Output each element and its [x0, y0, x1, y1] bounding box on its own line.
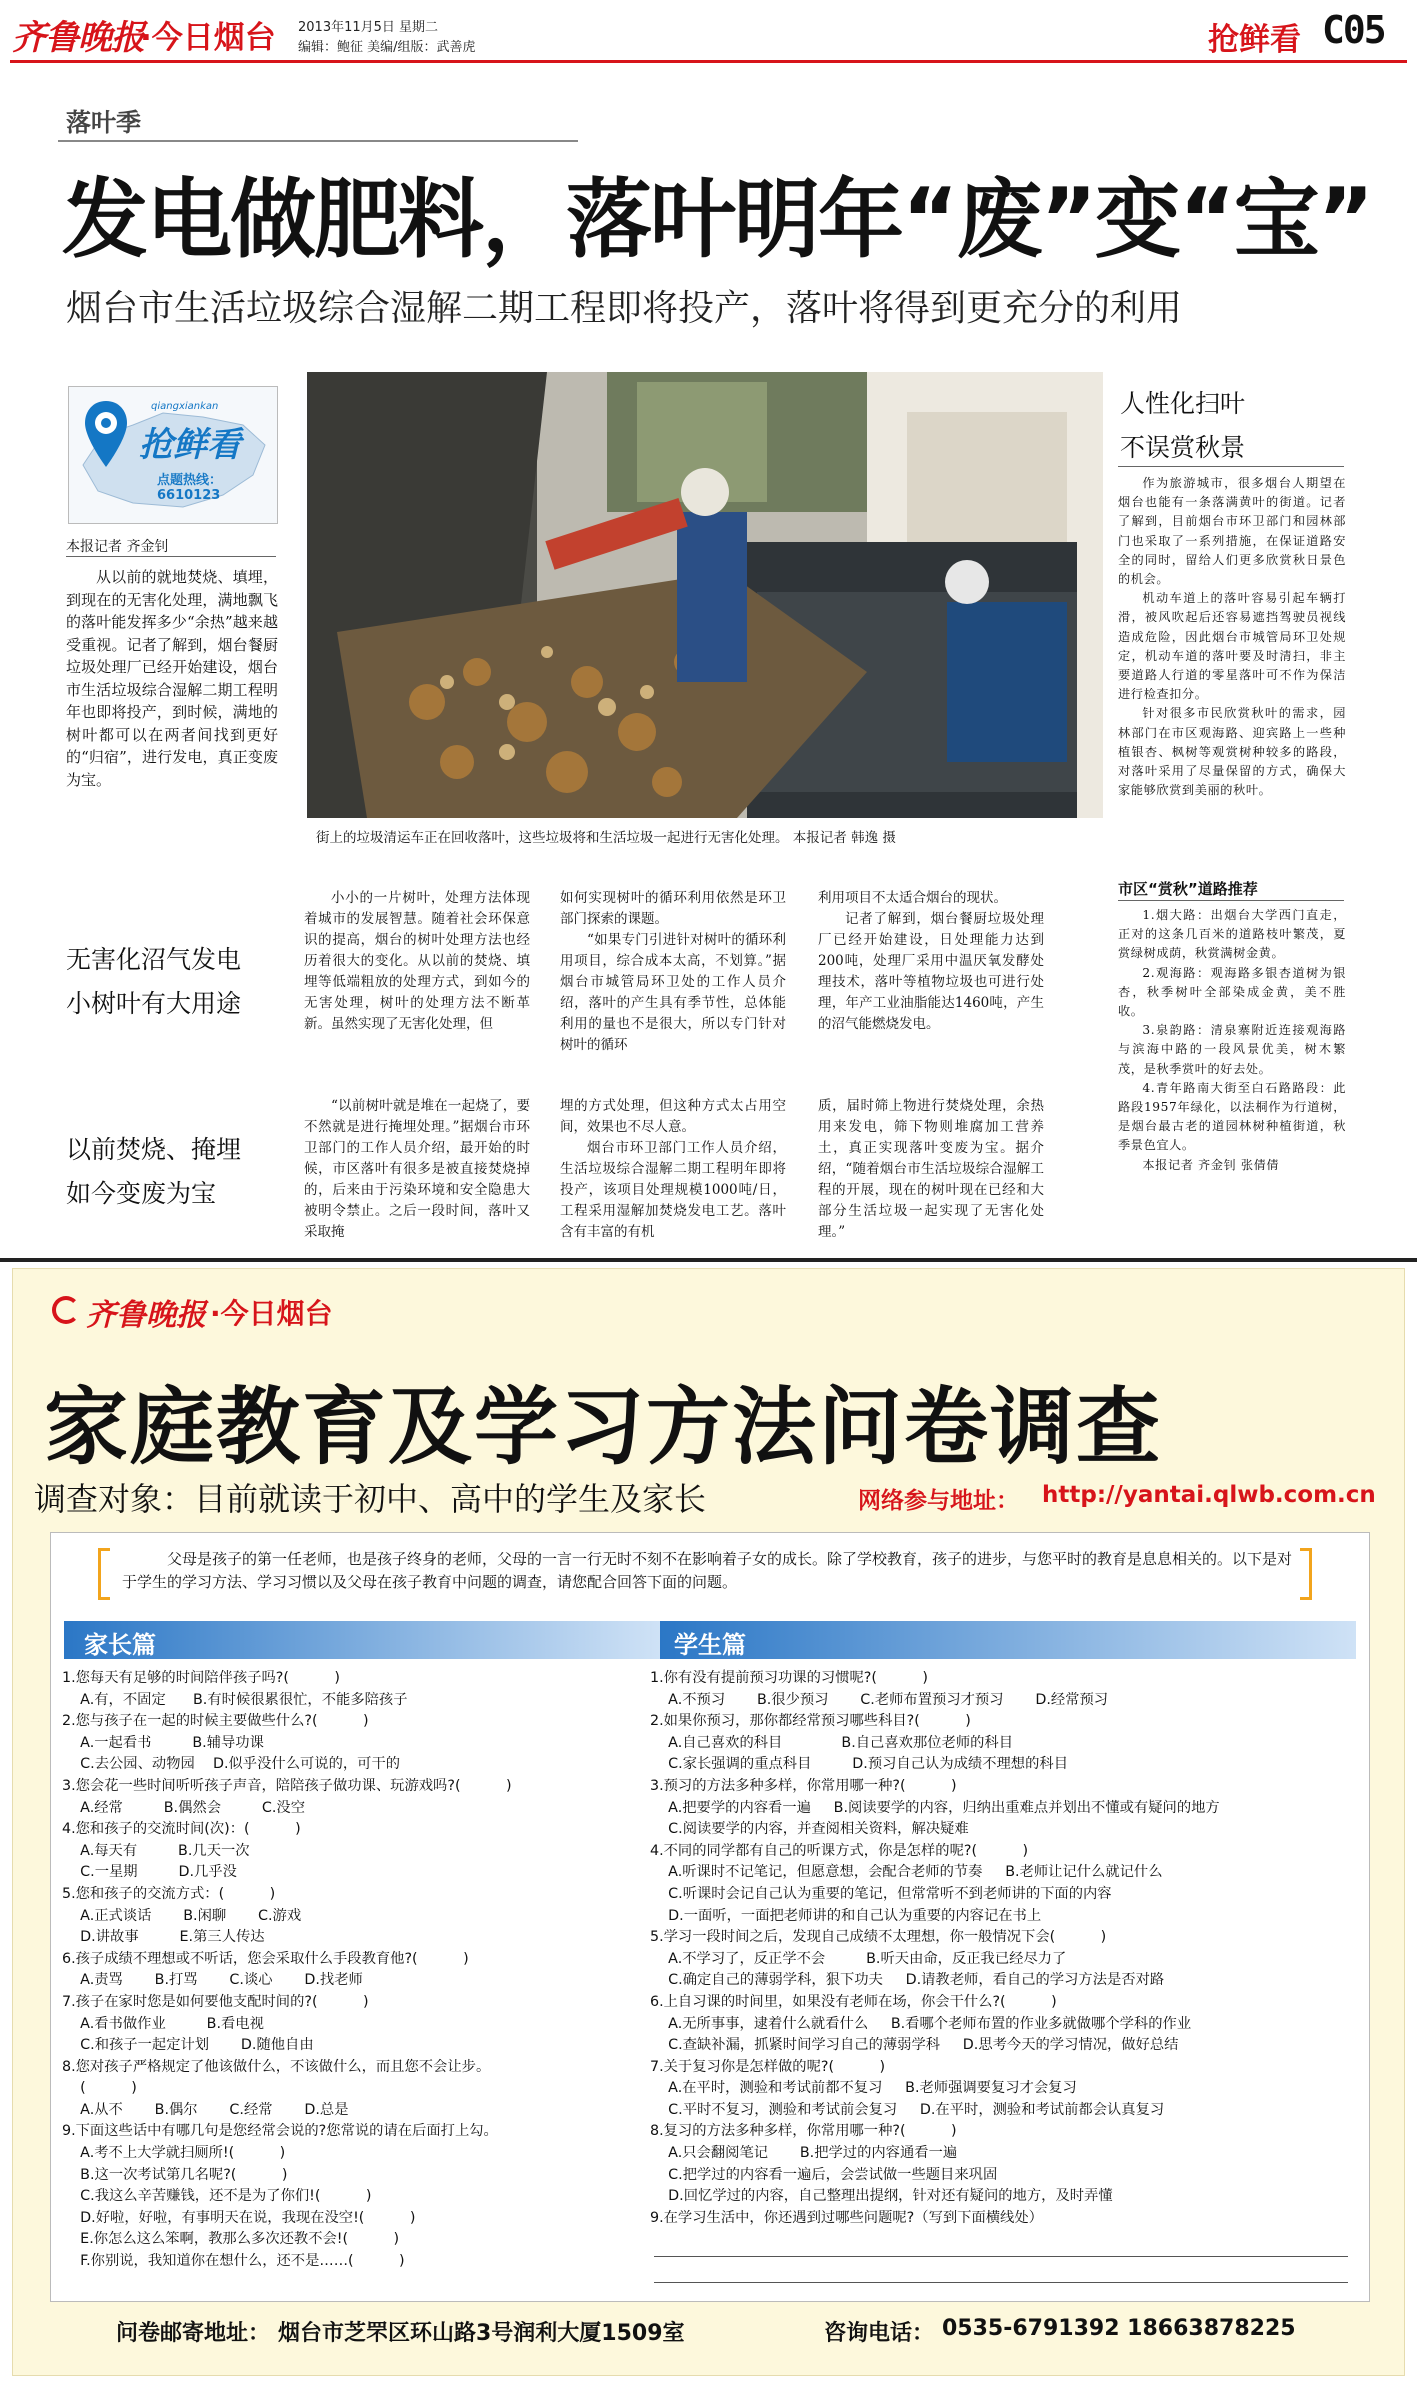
question-line[interactable]: B.这一次考试第几名呢?( ) — [62, 2166, 288, 2183]
subhead-2-line-2: 如今变废为宝 — [66, 1179, 217, 1208]
survey-brand: 齐鲁晚报 — [86, 1298, 206, 1333]
question-line[interactable]: C.一星期 D.几乎没 — [62, 1864, 237, 1881]
question-line[interactable]: A.考不上大学就扫厕所!( ) — [62, 2145, 286, 2162]
parent-questions — [62, 1668, 652, 2273]
question-line[interactable]: C.平时不复习，测验和考试前会复习 D.在平时，测验和考试前都会认真复习 — [650, 2101, 1165, 2118]
side-list-title: 市区“赏秋”道路推荐 — [1118, 880, 1258, 898]
question-line: 7.孩子在家时您是如何要他支配时间的?( ) — [62, 1993, 369, 2010]
question-line: 8.复习的方法多种多样，你常用哪一种?( ) — [650, 2123, 957, 2140]
subhead-1-line-2: 小树叶有大用途 — [66, 989, 242, 1018]
phone-label: 咨询电话： — [824, 2321, 935, 2346]
edition-title: ·今日烟台 — [140, 20, 276, 56]
subhead: 烟台市生活垃圾综合湿解二期工程即将投产，落叶将得到更充分的利用 — [66, 288, 1183, 329]
question-line[interactable]: A.不学习了，反正学不会 B.听天由命，反正我已经尽力了 — [650, 1950, 1067, 1967]
side-title-1: 人性化扫叶 — [1120, 389, 1246, 418]
side-list-item: 4.青年路南大街至白石路路段：此路段1957年绿化，以法桐作为行道树，是烟台最古老的道园林树种植街道，秋季景色宜人。 — [1118, 1080, 1346, 1153]
body-col-3 — [818, 888, 1044, 1035]
question-line[interactable]: C.阅读要学的内容，并查阅相关资料，解决疑难 — [650, 1821, 969, 1838]
location-pin-icon — [83, 399, 129, 469]
body-text: 如何实现树叶的循环利用依然是环卫部门探索的课题。 — [560, 890, 786, 927]
headline: 发电做肥料，落叶明年“废”变“宝” — [62, 170, 1373, 270]
question-line[interactable]: A.一起看书 B.辅导功课 — [62, 1734, 264, 1751]
question-line: 1.您每天有足够的时间陪伴孩子吗?( ) — [62, 1670, 340, 1686]
question-line[interactable]: A.看书做作业 B.看电视 — [62, 2015, 264, 2032]
question-line: 5.您和孩子的交流方式：( ) — [62, 1885, 276, 1902]
survey-intro: 父母是孩子的第一任老师，也是孩子终身的老师，父母的一言一行无时不刻不在影响着子女的成长。除了学校教育，孩子的进步，与您平时的教育是息息相关的。以下是对于学生的学习方法、学习习惯以及父母在孩子教育中问题的调查，请您配合回答下面的问题。 — [122, 1550, 1293, 1591]
editor-line: 编辑：鲍征 美编/组版：武善虎 — [298, 40, 476, 55]
mail-label: 问卷邮寄地址： — [116, 2321, 271, 2346]
page-number: C05 — [1322, 8, 1385, 52]
tab-students[interactable] — [660, 1621, 1356, 1659]
question-line[interactable]: C.确定自己的薄弱学科，狠下功夫 D.请教老师，看自己的学习方法是否对路 — [650, 1972, 1165, 1989]
question-line[interactable]: F.你别说，我知道你在想什么，还不是……( ) — [62, 2253, 405, 2270]
body-col-3b — [818, 1096, 1044, 1243]
question-line[interactable]: A.正式谈话 B.闲聊 C.游戏 — [62, 1907, 302, 1924]
side-p3: 针对很多市民欣赏秋叶的需求，园林部门在市区观海路、迎宾路上一些种植银杏、枫树等观赏树种较多的路段，对落叶采用了尽量保留的方式，确保大家能够欣赏到美丽的秋叶。 — [1118, 706, 1346, 798]
date-line: 2013年11月5日 星期二 — [298, 20, 439, 35]
body-text: 记者了解到，烟台餐厨垃圾处理厂已经开始建设，日处理能力达到200吨，处理厂采用中温厌氧发酵处理技术，落叶等植物垃圾也可进行处理，年产工业油脂能达1460吨，产生的沼气能燃烧发电。 — [818, 911, 1044, 1032]
question-line[interactable]: A.经常 B.偶然会 C.没空 — [62, 1799, 306, 1816]
side-list-rule — [1118, 900, 1344, 901]
subhead-1-line-1: 无害化沼气发电 — [66, 945, 242, 974]
question-line[interactable]: D.一面听，一面把老师讲的和自己认为重要的内容记在书上 — [650, 1907, 1042, 1924]
question-line[interactable]: C.听课时会记自己认为重要的笔记，但常常听不到老师讲的下面的内容 — [650, 1885, 1112, 1902]
body-text: “以前树叶就是堆在一起烧了，要不然就是进行掩埋处理。”据烟台市环卫部门的工作人员介绍，最开始的时候，市区落叶有很多是被直接焚烧掉的，后来由于污染环境和安全隐患大被明令禁止。之后一段时间，落叶又采取掩 — [304, 1098, 530, 1240]
logo-pinyin: qiangxiankan — [151, 401, 219, 412]
question-line[interactable]: A.有，不固定 B.有时候很累很忙，不能多陪孩子 — [62, 1691, 408, 1708]
side-list-item: 1.烟大路：出烟台大学西门直走，正对的这条几百米的道路枝叶繁茂，夏赏绿树成荫，秋赏满树金黄。 — [1118, 908, 1346, 961]
question-line[interactable]: A.无所事事，逮着什么就看什么 B.看哪个老师布置的作业多就做哪个学科的作业 — [650, 2015, 1192, 2032]
answer-line[interactable] — [654, 2256, 1348, 2257]
survey-brand-dot: ·今日烟台 — [210, 1297, 333, 1330]
body-col-1 — [304, 888, 530, 1035]
question-line: 3.预习的方法多种多样，你常用哪一种?( ) — [650, 1777, 957, 1794]
question-line: 2.您与孩子在一起的时候主要做些什么?( ) — [62, 1713, 369, 1730]
question-line[interactable]: A.责骂 B.打骂 C.谈心 D.找老师 — [62, 1972, 363, 1989]
qiangxiankan-logo — [68, 386, 278, 524]
question-line: 3.您会花一些时间听听孩子声音，陪陪孩子做功课、玩游戏吗?( ) — [62, 1777, 512, 1794]
question-line[interactable]: A.只会翻阅笔记 B.把学过的内容通看一遍 — [650, 2145, 958, 2162]
body-text: 烟台市环卫部门工作人员介绍，生活垃圾综合湿解二期工程明年即将投产，该项目处理规模1000吨/日，工程采用湿解加焚烧发电工艺。落叶含有丰富的有机 — [560, 1140, 786, 1240]
section-name: 抢鲜看 — [1208, 22, 1301, 58]
side-p2: 机动车道上的落叶容易引起车辆打滑，被风吹起后还容易遮挡驾驶员视线造成危险，因此烟台市城管局环卫处规定，机动车道的落叶要及时清扫，非主要道路人行道的零星落叶可不作为保洁进行检查扣分。 — [1118, 591, 1346, 702]
question-line[interactable]: C.把学过的内容看一遍后，会尝试做一些题目来巩固 — [650, 2166, 998, 2183]
question-line[interactable]: A.听课时不记笔记，但愿意想，会配合老师的节奏 B.老师让记什么就记什么 — [650, 1864, 1163, 1881]
question-line[interactable]: A.从不 B.偶尔 C.经常 D.总是 — [62, 2101, 349, 2118]
question-line: ( ) — [62, 2080, 137, 2097]
side-p1: 作为旅游城市，很多烟台人期望在烟台也能有一条落满黄叶的街道。记者了解到，目前烟台市环卫部门和园林部门也采取了一系列措施，在保证道路安全的同时，留给人们更多欣赏秋日景色的机会。 — [1118, 476, 1346, 587]
body-col-1b — [304, 1096, 530, 1243]
side-byline: 本报记者 齐金钊 张倩倩 — [1142, 1157, 1280, 1172]
hotline: 点题热线：6610123 — [157, 473, 223, 503]
side-title-rule — [1118, 466, 1344, 467]
news-photo — [307, 372, 1103, 818]
question-line: 4.您和孩子的交流时间(次)：( ) — [62, 1821, 301, 1838]
body-col-2 — [560, 888, 786, 1056]
question-line[interactable]: A.不预习 B.很少预习 C.老师布置预习才预习 D.经常预习 — [650, 1691, 1109, 1708]
question-line: 6.孩子成绩不理想或不听话，您会采取什么手段教育他?( ) — [62, 1950, 469, 1967]
student-questions — [650, 1668, 1356, 2229]
question-line: 7.关于复习你是怎样做的呢?( ) — [650, 2058, 886, 2075]
question-line: 5.学习一段时间之后，发现自己成绩不太理想，你一般情况下会( ) — [650, 1929, 1107, 1946]
question-line: 2.如果你预习，那你都经常预习哪些科目?( ) — [650, 1713, 971, 1730]
question-line: 9.在学习生活中，你还遇到过哪些问题呢?（写到下面横线处） — [650, 2209, 1043, 2226]
phone-number: 0535-6791392 18663878225 — [942, 2316, 1296, 2341]
side-list — [1118, 906, 1346, 1175]
byline-rule — [66, 556, 276, 557]
question-line: 4.不同的同学都有自己的听课方式，你是怎样的呢?( ) — [650, 1842, 1029, 1859]
tab-students-label: 学生篇 — [674, 1631, 746, 1659]
mail-address: 烟台市芝罘区环山路3号润利大厦1509室 — [278, 2321, 685, 2346]
section-divider — [0, 1258, 1417, 1262]
question-line[interactable]: A.把要学的内容看一遍 B.阅读要学的内容，归纳出重难点并划出不懂或有疑问的地方 — [650, 1799, 1220, 1816]
body-text: 埋的方式处理，但这种方式太占用空间，效果也不尽人意。 — [560, 1098, 786, 1135]
byline: 本报记者 齐金钊 — [66, 539, 169, 555]
survey-logo-swirl — [52, 1296, 80, 1324]
brand-logo: 齐鲁晚报 — [12, 18, 144, 58]
survey-target: 调查对象：目前就读于初中、高中的学生及家长 — [34, 1480, 707, 1518]
kicker-bar — [58, 99, 578, 100]
header-rule — [10, 60, 1407, 63]
question-line[interactable]: D.回忆学过的内容，自己整理出提纲，针对还有疑问的地方，及时弄懂 — [650, 2188, 1113, 2205]
question-line[interactable]: A.自己喜欢的科目 B.自己喜欢那位老师的科目 — [650, 1734, 1014, 1751]
lead-paragraph — [66, 566, 278, 791]
tab-parents-label: 家长篇 — [84, 1631, 156, 1659]
tab-parents[interactable] — [64, 1621, 660, 1659]
question-line[interactable]: A.每天有 B.几天一次 — [62, 1842, 250, 1859]
side-title-2: 不误赏秋景 — [1120, 433, 1246, 462]
body-text: 质，届时筛上物进行焚烧处理，余热用来发电，筛下物则堆腐加工营养土，真正实现落叶变废为宝。据介绍，“随着烟台市生活垃圾综合湿解工程的开展，现在的树叶现在已经和大部分生活垃圾一起实现了无害化处理。” — [818, 1098, 1044, 1240]
intro-bracket-left — [98, 1548, 110, 1600]
kicker: 落叶季 — [66, 108, 142, 137]
answer-line[interactable] — [654, 2282, 1348, 2283]
question-line[interactable]: C.去公园、动物园 D.似乎没什么可说的，可干的 — [62, 1756, 401, 1773]
kicker-underline — [58, 140, 578, 142]
body-text: 小小的一片树叶，处理方法体现着城市的发展智慧。随着社会环保意识的提高，烟台的树叶处理方法也经历着很大的变化。从以前的焚烧、填埋等低端粗放的处理方式，到如今的无害处理，树叶的处理方法不断革新。虽然实现了无害化处理，但 — [304, 890, 530, 1032]
logo-text: 抢鲜看 — [139, 425, 241, 465]
question-line[interactable]: D.好啦，好啦，有事明天在说，我现在没空!( ) — [62, 2209, 416, 2226]
masthead — [0, 0, 1417, 62]
photo-illustration — [307, 372, 1103, 818]
subhead-2-line-1: 以前焚烧、掩埋 — [66, 1135, 242, 1164]
survey-title: 家庭教育及学习方法问卷调查 — [44, 1378, 1163, 1476]
question-line: 9.下面这些话中有哪几句是您经常会说的?您常说的请在后面打上勾。 — [62, 2123, 498, 2140]
question-line[interactable]: C.家长强调的重点科目 D.预习自己认为成绩不理想的科目 — [650, 1756, 1068, 1773]
question-line: 8.您对孩子严格规定了他该做什么，不该做什么，而且您不会让步。 — [62, 2058, 491, 2075]
body-text: “如果专门引进针对树叶的循环利用项目，综合成本太高，不划算。”据烟台市城管局环卫处的工作人员介绍，落叶的产生具有季节性，总体能利用的量也不是很大，所以专门针对树叶的循环 — [560, 932, 786, 1053]
side-list-item: 3.泉韵路：清泉寨附近连接观海路与滨海中路的一段风景优美，树木繁茂，是秋季赏叶的好去处。 — [1118, 1023, 1346, 1076]
question-line[interactable]: C.查缺补漏，抓紧时间学习自己的薄弱学科 D.思考今天的学习情况，做好总结 — [650, 2037, 1179, 2054]
side-paragraphs — [1118, 474, 1346, 800]
question-line: 1.你有没有提前预习功课的习惯呢?( ) — [650, 1670, 928, 1686]
question-line[interactable]: E.你怎么这么笨啊，教那么多次还教不会!( ) — [62, 2231, 400, 2248]
lead-text: 从以前的就地焚烧、填埋，到现在的无害化处理，满地飘飞的落叶能发挥多少“余热”越来越受重视。记者了解到，烟台餐厨垃圾处理厂已经开始建设，烟台市生活垃圾综合湿解二期工程明年也即将投产，到时候，满地的树叶都可以在两者间找到更好的“归宿”，进行发电，真正变废为宝。 — [66, 568, 278, 789]
question-line[interactable]: C.和孩子一起定计划 D.随他自由 — [62, 2037, 314, 2054]
intro-bracket-right — [1300, 1548, 1312, 1600]
question-line[interactable]: D.讲故事 E.第三人传达 — [62, 1929, 265, 1946]
question-line[interactable]: A.在平时，测验和考试前都不复习 B.老师强调要复习才会复习 — [650, 2080, 1077, 2097]
survey-url[interactable]: http://yantai.qlwb.com.cn — [1042, 1482, 1376, 1508]
body-text: 利用项目不太适合烟台的现状。 — [818, 890, 1007, 906]
body-col-2b — [560, 1096, 786, 1243]
question-line: 6.上自习课的时间里，如果没有老师在场，你会干什么?( ) — [650, 1993, 1057, 2010]
question-line[interactable]: C.我这么辛苦赚钱，还不是为了你们!( ) — [62, 2188, 372, 2205]
survey-url-label: 网络参与地址： — [858, 1488, 1019, 1514]
side-list-item: 2.观海路：观海路多银杏道树为银杏，秋季树叶全部染成金黄，美不胜收。 — [1118, 965, 1346, 1019]
photo-caption: 街上的垃圾清运车正在回收落叶，这些垃圾将和生活垃圾一起进行无害化处理。 本报记者 韩逸 摄 — [316, 830, 896, 846]
